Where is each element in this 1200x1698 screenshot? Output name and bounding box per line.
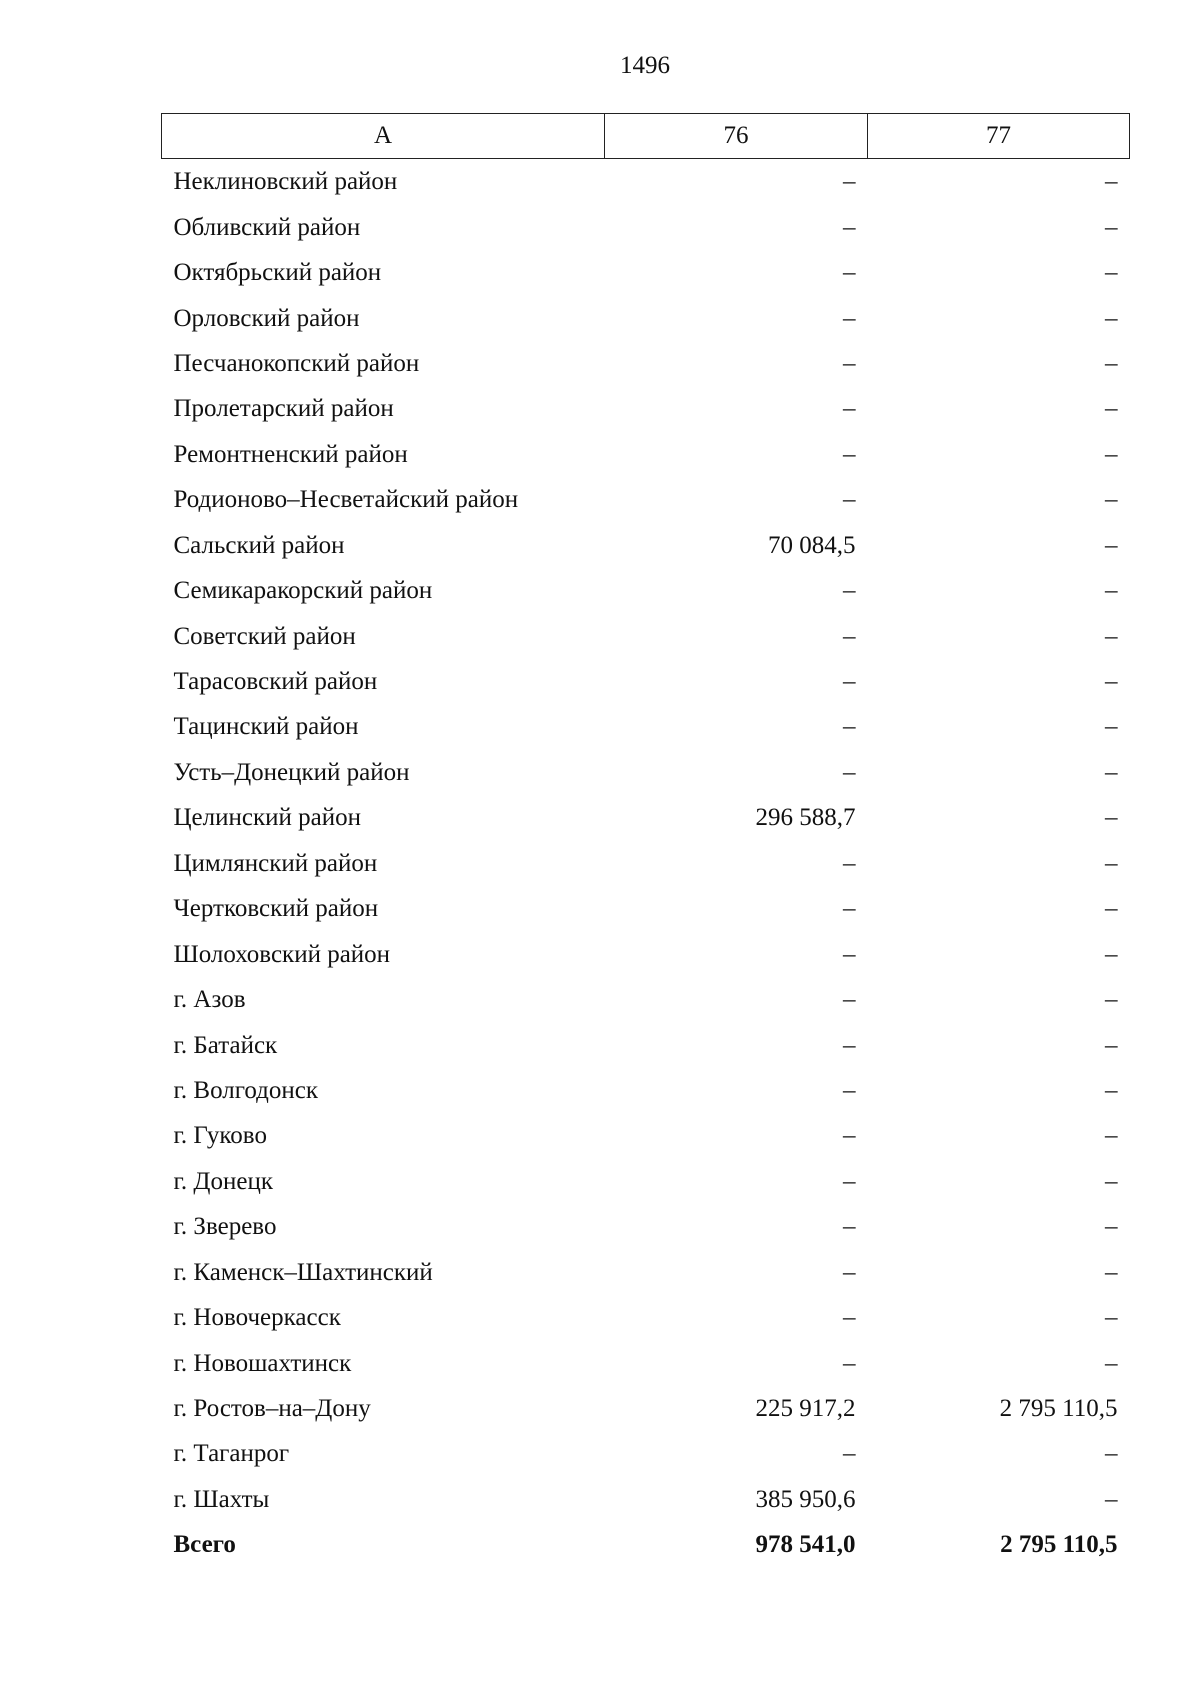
value-76-cell: – [843, 622, 856, 650]
value-76-cell: – [843, 1349, 856, 1377]
value-76-cell: – [843, 758, 856, 786]
row-name-cell: г. Ростов–на–Дону [173, 1395, 371, 1423]
value-76-cell: – [843, 440, 856, 468]
table-row [162, 204, 1130, 249]
value-77-cell: – [1105, 349, 1118, 377]
value-77-cell: – [1105, 259, 1118, 287]
value-77-cell: – [1105, 1485, 1118, 1513]
value-77-cell: – [1105, 895, 1118, 923]
row-name-cell: Целинский район [173, 804, 361, 832]
value-76-cell: – [843, 168, 856, 196]
value-76-cell: – [843, 304, 856, 332]
value-76-cell: – [843, 1258, 856, 1286]
row-name-cell: г. Новочеркасск [173, 1304, 341, 1332]
row-name-cell: Родионово–Несветайский район [173, 486, 519, 514]
row-name-cell: Обливский район [173, 213, 361, 241]
value-77-cell: – [1105, 531, 1118, 559]
table-row [162, 1295, 1130, 1340]
value-76-cell: – [843, 213, 856, 241]
value-76-cell: – [843, 349, 856, 377]
table-row [162, 568, 1130, 613]
column-header-77: 77 [868, 114, 1130, 159]
value-76-cell: – [843, 668, 856, 696]
value-77-cell: – [1105, 668, 1118, 696]
page-number: 1496 [620, 52, 670, 79]
value-76-cell: – [843, 1167, 856, 1195]
row-name-cell: г. Азов [173, 986, 246, 1014]
value-76-cell: – [843, 849, 856, 877]
value-77-cell: – [1105, 168, 1118, 196]
value-77-cell: – [1105, 1440, 1118, 1468]
row-name-cell: Семикаракорский район [173, 577, 433, 605]
table-row [162, 159, 1130, 205]
value-76-cell: – [843, 940, 856, 968]
value-77-cell: – [1105, 986, 1118, 1014]
value-77-cell: – [1105, 1213, 1118, 1241]
value-77-cell: – [1105, 622, 1118, 650]
value-77-cell: – [1105, 758, 1118, 786]
row-name-cell: г. Шахты [173, 1485, 270, 1513]
value-76-cell: – [843, 577, 856, 605]
value-76-cell: – [843, 259, 856, 287]
row-name-cell: Цимлянский район [173, 849, 378, 877]
value-77-cell: – [1105, 713, 1118, 741]
row-name-cell: г. Новошахтинск [173, 1349, 352, 1377]
value-76-cell: – [843, 1076, 856, 1104]
value-77-cell: – [1105, 486, 1118, 514]
value-76-cell: – [843, 713, 856, 741]
table-row [162, 1340, 1130, 1385]
row-name-cell: Песчанокопский район [173, 349, 420, 377]
table-row [162, 523, 1130, 568]
row-name-cell: Сальский район [173, 531, 345, 559]
value-76-cell: – [843, 395, 856, 423]
value-77-cell: 2 795 110,5 [1000, 1531, 1118, 1559]
row-name-cell: Чертковский район [173, 895, 379, 923]
table-row [162, 1113, 1130, 1158]
value-76-cell: – [843, 1213, 856, 1241]
table-row [162, 886, 1130, 931]
row-name-cell: г. Донецк [173, 1167, 273, 1195]
table-row [162, 1022, 1130, 1067]
table-row [162, 250, 1130, 295]
value-76-cell: – [843, 986, 856, 1014]
table-row [162, 841, 1130, 886]
value-77-cell: – [1105, 1167, 1118, 1195]
value-77-cell: – [1105, 1258, 1118, 1286]
data-table [161, 113, 1130, 1568]
table-row [162, 1477, 1130, 1522]
row-name-cell: г. Зверево [173, 1213, 277, 1241]
value-76-cell: – [843, 486, 856, 514]
value-76-cell: 978 541,0 [755, 1531, 856, 1559]
value-76-cell: – [843, 1122, 856, 1150]
value-77-cell: – [1105, 804, 1118, 832]
value-76-cell: – [843, 1031, 856, 1059]
column-header-76: 76 [605, 114, 868, 159]
table-row [162, 432, 1130, 477]
row-name-cell: Всего [173, 1531, 236, 1559]
table-row [162, 977, 1130, 1022]
value-77-cell: – [1105, 577, 1118, 605]
row-name-cell: Тацинский район [173, 713, 359, 741]
value-76-cell: – [843, 1304, 856, 1332]
value-77-cell: – [1105, 849, 1118, 877]
table-row [162, 386, 1130, 431]
value-77-cell: – [1105, 1122, 1118, 1150]
row-name-cell: г. Волгодонск [173, 1076, 319, 1104]
table-row [162, 1068, 1130, 1113]
value-76-cell: 70 084,5 [768, 531, 856, 559]
table-row [162, 295, 1130, 340]
table-row [162, 1431, 1130, 1476]
value-77-cell: – [1105, 395, 1118, 423]
table-row [162, 1204, 1130, 1249]
row-name-cell: Пролетарский район [173, 395, 394, 423]
value-77-cell: – [1105, 213, 1118, 241]
row-name-cell: г. Гуково [173, 1122, 267, 1150]
row-name-cell: Тарасовский район [173, 668, 378, 696]
total-row [162, 1522, 1130, 1567]
row-name-cell: Октябрьский район [173, 259, 382, 287]
row-name-cell: Шолоховский район [173, 940, 391, 968]
table-row [162, 1250, 1130, 1295]
table-row [162, 931, 1130, 976]
value-77-cell: – [1105, 1349, 1118, 1377]
table-row [162, 1159, 1130, 1204]
row-name-cell: Усть–Донецкий район [173, 758, 410, 786]
value-77-cell: – [1105, 1031, 1118, 1059]
table-row [162, 750, 1130, 795]
table-row [162, 613, 1130, 658]
row-name-cell: г. Батайск [173, 1031, 278, 1059]
row-name-cell: Орловский район [173, 304, 360, 332]
value-76-cell: 296 588,7 [755, 804, 856, 832]
value-77-cell: – [1105, 440, 1118, 468]
table-row [162, 795, 1130, 840]
table-header [162, 114, 1130, 159]
row-name-cell: Советский район [173, 622, 356, 650]
value-76-cell: – [843, 1440, 856, 1468]
value-76-cell: 385 950,6 [755, 1485, 856, 1513]
value-77-cell: – [1105, 1076, 1118, 1104]
column-header-a: А [162, 114, 605, 159]
header-row [162, 114, 1130, 159]
row-name-cell: Ремонтненский район [173, 440, 408, 468]
value-77-cell: 2 795 110,5 [999, 1395, 1118, 1423]
table-row [162, 477, 1130, 522]
table-row [162, 1386, 1130, 1431]
value-76-cell: 225 917,2 [755, 1395, 856, 1423]
row-name-cell: Неклиновский район [173, 168, 398, 196]
value-77-cell: – [1105, 940, 1118, 968]
table-body [162, 159, 1130, 1568]
value-77-cell: – [1105, 304, 1118, 332]
table-row [162, 704, 1130, 749]
table-row [162, 341, 1130, 386]
value-77-cell: – [1105, 1304, 1118, 1332]
row-name-cell: г. Каменск–Шахтинский [173, 1258, 433, 1286]
table-row [162, 659, 1130, 704]
row-name-cell: г. Таганрог [173, 1440, 290, 1468]
value-76-cell: – [843, 895, 856, 923]
